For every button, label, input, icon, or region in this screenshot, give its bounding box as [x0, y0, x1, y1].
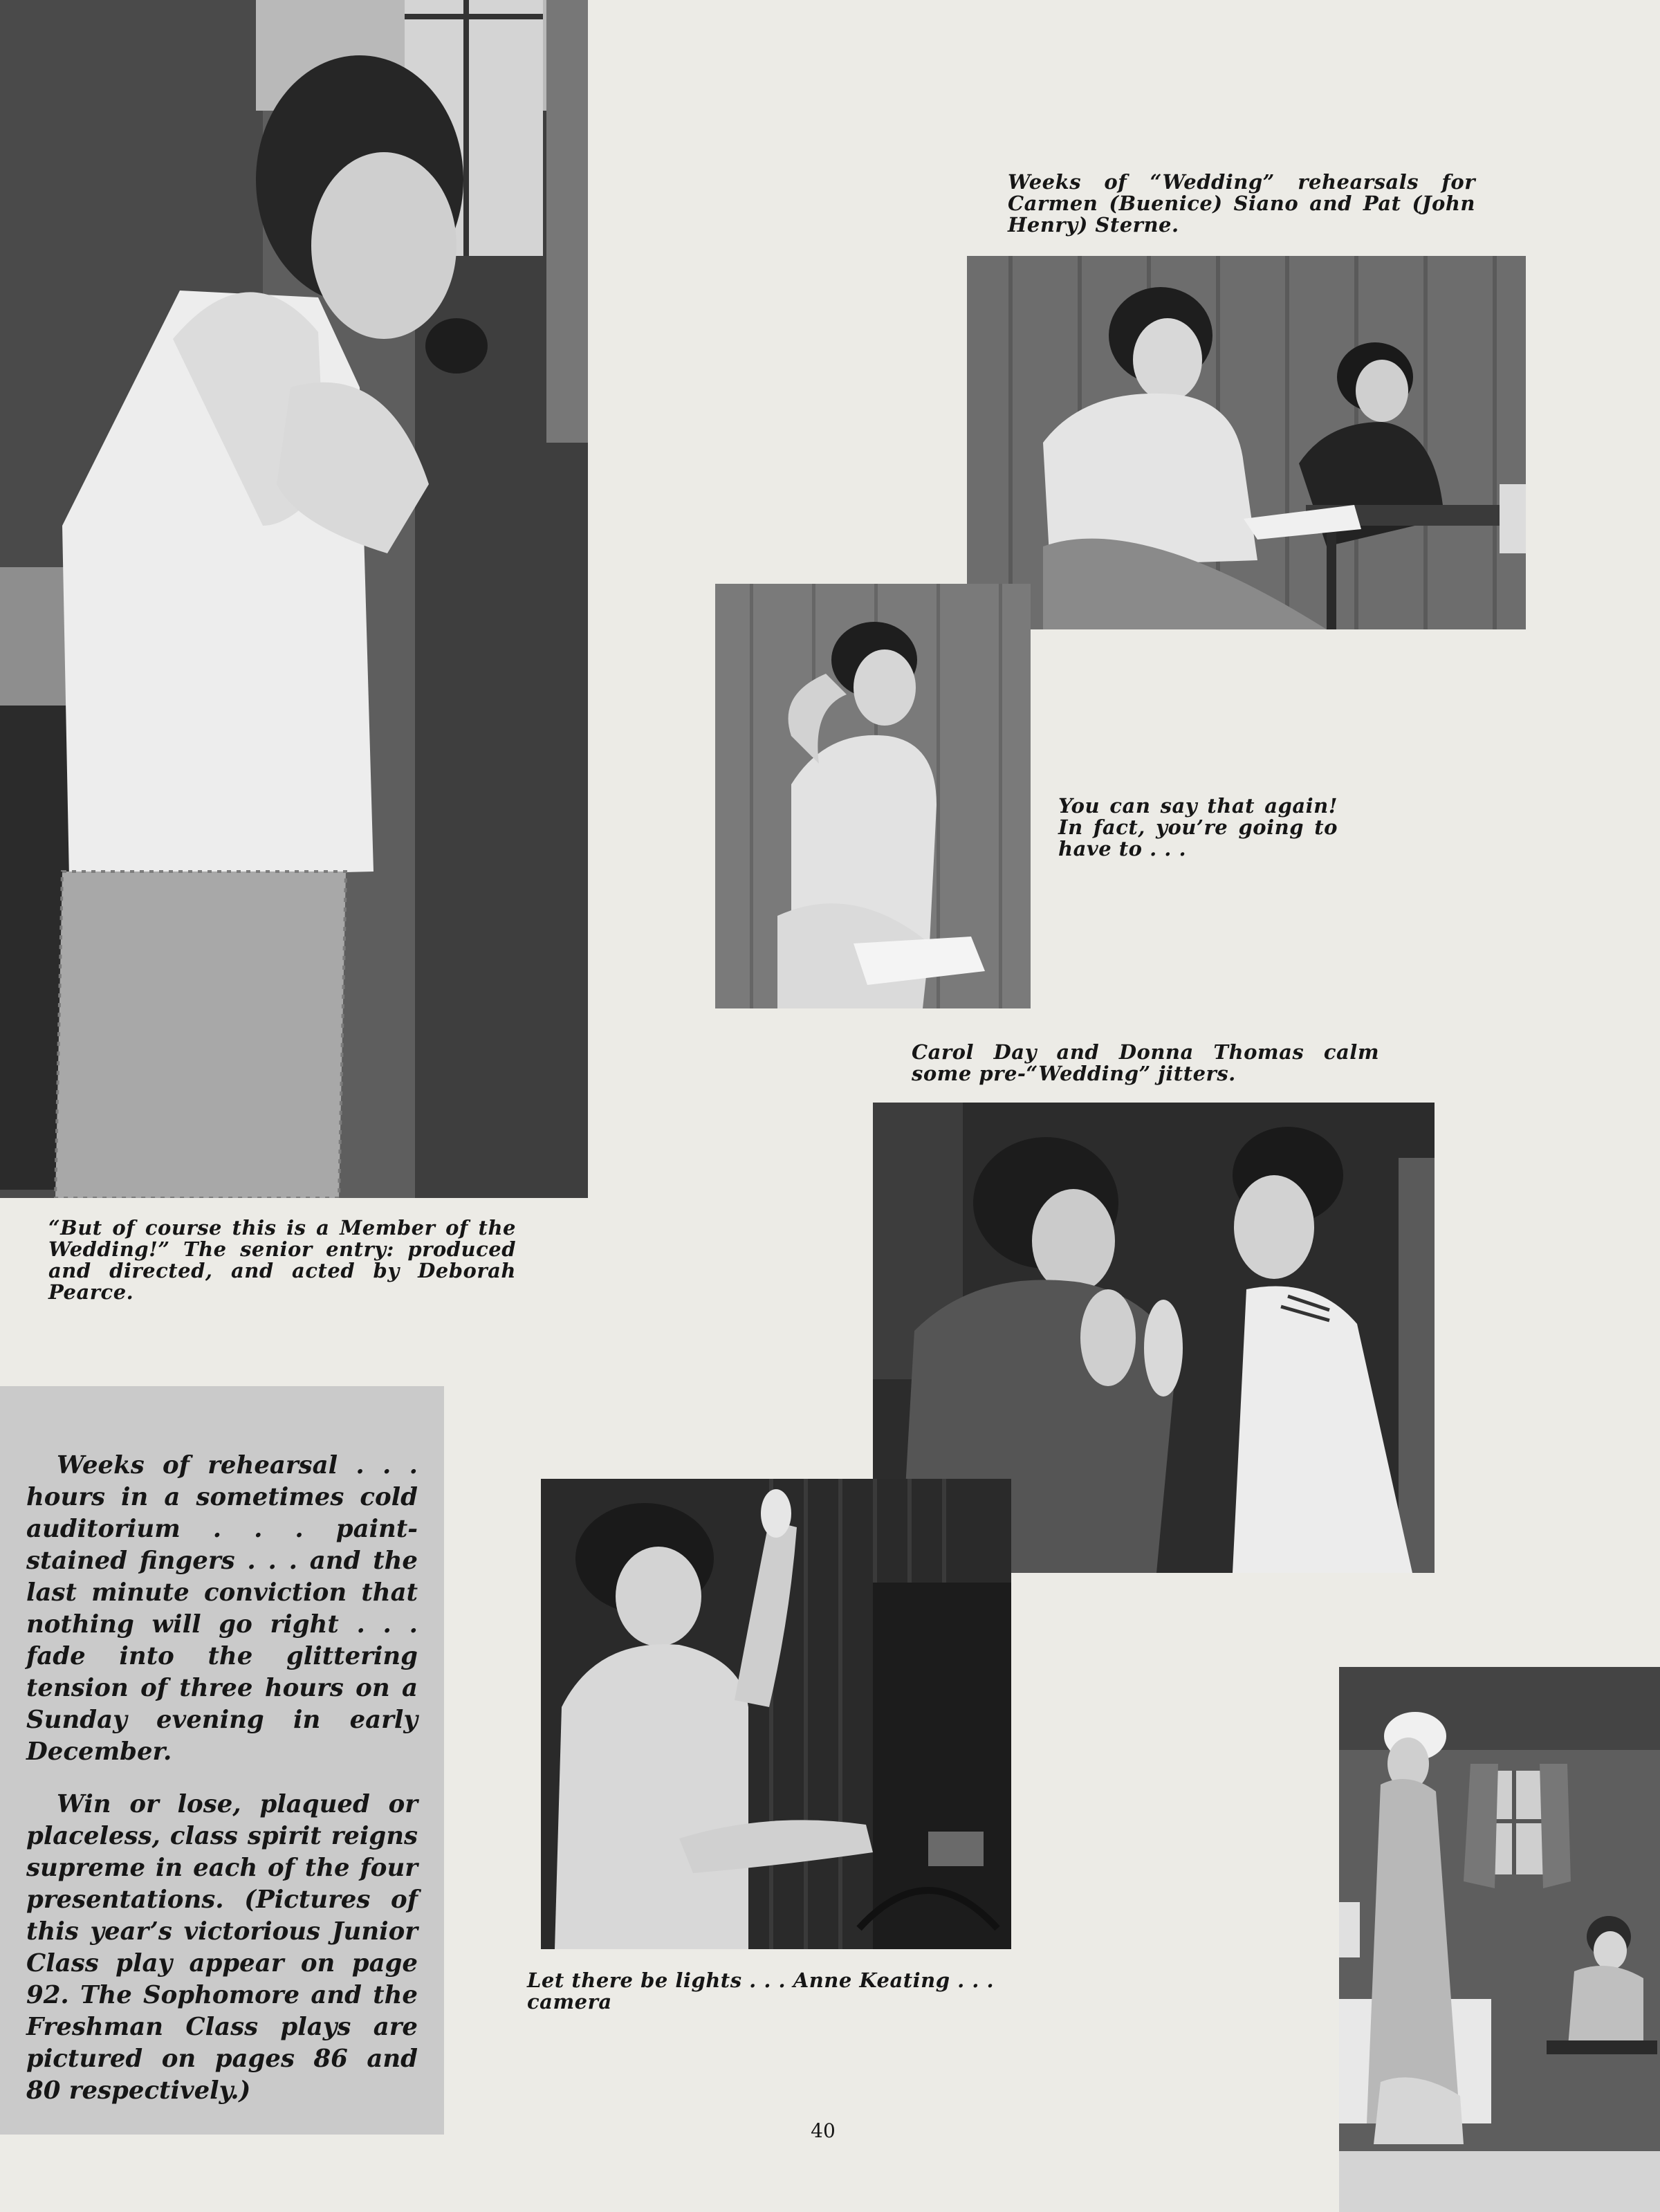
page-number: 40 — [811, 2119, 836, 2142]
caption-lights: Let there be lights . . . Anne Keating . . . camera — [527, 1969, 995, 2013]
photo-stage-scene — [1339, 1667, 1660, 2212]
sidebar-text-block — [0, 1386, 444, 2135]
caption-rehearsals: Weeks of “Wedding” rehearsals for Carmen (Buenice) Siano and Pat (John Henry) Sterne. — [1008, 170, 1475, 237]
sidebar-paragraph-1: Weeks of rehearsal . . . hours in a sometimes cold auditorium . . . paint-stained fingers . . . and the last minute conviction that nothing will go right . . . fade into the glittering tension of three hours on a Sunday evening in early December. — [26, 1451, 418, 1766]
sidebar-paragraph-2: Win or lose, plaqued or placeless, class spirit reigns supreme in each of the four presentations. (Pictures of this year’s victorious Junior Class play appear on page 92. The Sophomore and the Freshman Class plays are pictured on pages 86 and 80 respectively.) — [26, 1790, 418, 2105]
caption-say-again: You can say that again! In fact, you’re going to have to . . . — [1058, 794, 1338, 860]
photo-anne-keating-lights — [541, 1479, 1011, 1949]
photo-deborah-pearce — [0, 0, 588, 1198]
photo-girl-with-script — [715, 584, 1031, 1008]
photo-siano-sterne-rehearsal — [967, 256, 1526, 629]
caption-member-wedding: “But of course this is a Member of the Wedding!” The senior entry: produced and directed, and acted by Deborah Pearce. — [48, 1216, 516, 1304]
caption-jitters: Carol Day and Donna Thomas calm some pre-“Wedding” jitters. — [912, 1040, 1379, 1085]
